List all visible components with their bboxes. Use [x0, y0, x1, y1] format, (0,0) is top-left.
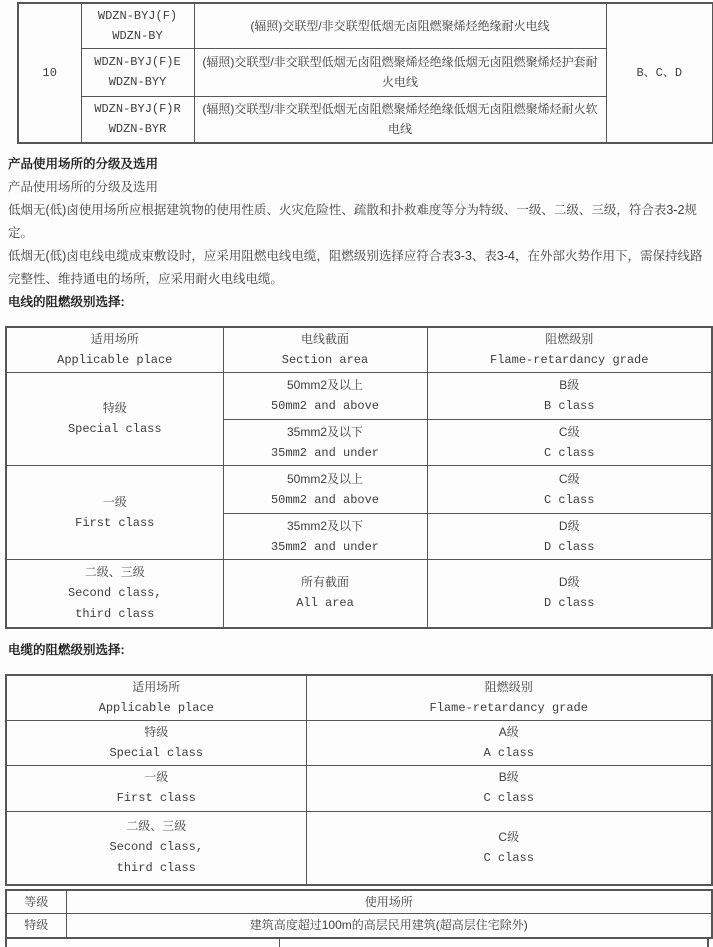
table-header-row: [6, 890, 712, 914]
cable-table-heading: 电缆的阻燃级别选择:: [8, 642, 125, 657]
product-description-cell: (辐照)交联型/非交联型低烟无卤阻燃聚烯烃绝缘低烟无卤阻燃聚烯烃护套耐火电线: [194, 48, 606, 96]
partial-row-divider: [279, 939, 280, 947]
grade-cell: 特级: [6, 914, 66, 938]
model-name: WDZN-BYR: [108, 122, 167, 137]
header-flame-retardancy-grade: 阻燃级别 Flame-retardancy grade: [427, 327, 712, 373]
wire-flame-retardancy-table: [5, 326, 713, 629]
model-name: WDZN-BYJ(F): [97, 8, 178, 23]
place-cell: 二级、三级 Second class, third class: [6, 811, 306, 885]
wire-table-heading: 电线的阻燃级别选择:: [8, 295, 125, 309]
table-row: [6, 373, 712, 420]
header-usage-place: 使用场所: [66, 890, 712, 914]
section-area-cell: 35mm2及以下 35mm2 and under: [223, 420, 427, 466]
product-models-table: [17, 2, 713, 144]
grade-options-cell: B、C、D: [606, 3, 713, 143]
place-cell: 二级、三级 Second class, third class: [6, 560, 223, 628]
grade-usage-table: [5, 889, 713, 939]
place-cell: 特级 Special class: [6, 720, 306, 765]
table-header-row: [6, 675, 712, 721]
header-grade: 等级: [6, 890, 66, 914]
grade-cell: A级 A class: [306, 720, 712, 765]
section-area-cell: 所有截面 All area: [223, 560, 427, 628]
table-row: [6, 811, 712, 885]
cable-flame-retardancy-table: [5, 674, 713, 887]
grade-cell: B级 C class: [306, 765, 712, 811]
table-row: [18, 3, 713, 48]
model-name: WDZN-BYJ(F)E: [94, 55, 181, 69]
model-names-cell: [81, 48, 194, 96]
product-description-cell: (辐照)交联型/非交联型低烟无卤阻燃聚烯烃绝缘低烟无卤阻燃聚烯烃耐火软电线: [194, 96, 606, 143]
section-area-cell: 35mm2及以下 35mm2 and under: [223, 514, 427, 560]
grade-cell: D级 D class: [427, 514, 712, 560]
table-row: [6, 914, 712, 938]
usage-place-cell: 建筑高度超过100m的高层民用建筑(超高层住宅除外): [66, 914, 712, 938]
paragraph: 低烟无(低)卤使用场所应根据建筑物的使用性质、火灾危险性、疏散和扑救难度等分为特级、一级、二级、三级，符合表3-2规定。: [8, 203, 697, 240]
table-row: [6, 560, 712, 628]
section-area-cell: 50mm2及以上 50mm2 and above: [223, 466, 427, 514]
grade-cell: C级 C class: [427, 466, 712, 514]
grade-cell: B级 B class: [427, 373, 712, 420]
usage-classification-section: [8, 153, 707, 314]
header-applicable-place: 适用场所 Applicable place: [6, 327, 223, 373]
row-number-cell: 10: [18, 3, 81, 143]
model-names-cell: [81, 96, 194, 143]
place-cell: 一级 First class: [6, 466, 223, 560]
model-name: WDZN-BYJ(F)R: [94, 102, 181, 117]
section-area-cell: 50mm2及以上 50mm2 and above: [223, 373, 427, 420]
paragraph: 产品使用场所的分级及选用: [8, 180, 159, 194]
place-cell: 一级 First class: [6, 765, 306, 811]
paragraph: 低烟无(低)卤电线电缆成束敷设时，应采用阻燃电线电缆，阻燃级别选择应符合表3-3、表3-4，在外部火势作用下，需保持线路完整性、维持通电的场所，应采用耐火电线电缆。: [8, 249, 703, 286]
grade-cell: C级 C class: [306, 811, 712, 885]
table-row: [6, 466, 712, 514]
table-row: [6, 765, 712, 811]
table-row: [6, 720, 712, 765]
next-table-partial-row: [5, 939, 709, 947]
header-flame-retardancy-grade: 阻燃级别 Flame-retardancy grade: [306, 675, 712, 721]
place-cell: 特级 Special class: [6, 373, 223, 466]
model-name: WDZN-BY: [112, 28, 163, 43]
document-page: [0, 2, 713, 933]
grade-cell: D级 D class: [427, 560, 712, 628]
model-names-cell: [81, 3, 194, 48]
model-name: WDZN-BYY: [108, 75, 167, 89]
grade-cell: C级 C class: [427, 420, 712, 466]
table-header-row: [6, 327, 712, 373]
header-applicable-place: 适用场所 Applicable place: [6, 675, 306, 721]
header-section-area: 电线截面 Section area: [223, 327, 427, 373]
product-description-cell: (辐照)交联型/非交联型低烟无卤阻燃聚烯烃绝缘耐火电线: [194, 3, 606, 48]
section-heading: 产品使用场所的分级及选用: [8, 157, 159, 171]
